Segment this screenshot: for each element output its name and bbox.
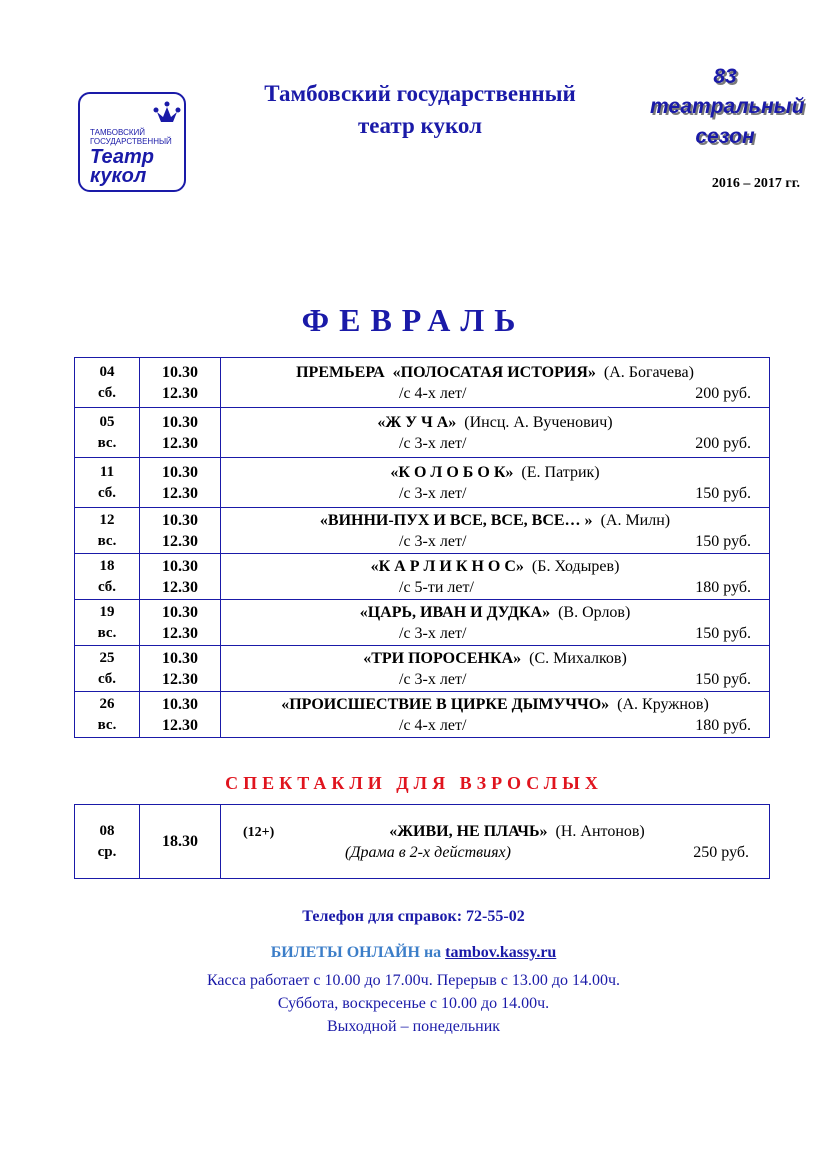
show-cell	[221, 646, 770, 692]
time-cell: 10.30 12.30	[140, 458, 221, 508]
show-title: «ЖИВИ, НЕ ПЛАЧЬ»	[389, 822, 548, 840]
show-cell	[221, 408, 770, 458]
age-limit: /с 3-х лет/	[399, 624, 467, 642]
show-price: 200 руб.	[695, 384, 751, 402]
age-limit: /с 5-ти лет/	[399, 578, 474, 596]
schedule-table	[74, 357, 770, 738]
show-title: «К А Р Л И К Н О С»	[370, 557, 524, 575]
table-row	[75, 508, 770, 554]
phone-info: Телефон для справок: 72-55-02	[302, 908, 525, 925]
table-row	[75, 554, 770, 600]
show-author: (С. Михалков)	[529, 649, 627, 667]
theatre-name: Тамбовский государственный театр кукол	[264, 81, 576, 138]
time-cell: 18.30	[140, 805, 221, 879]
premiere-label: ПРЕМЬЕРА	[296, 363, 385, 381]
show-cell	[221, 458, 770, 508]
table-row	[75, 458, 770, 508]
date-cell: 11 сб.	[75, 458, 140, 508]
show-title: «ВИННИ-ПУХ И ВСЕ, ВСЕ, ВСЕ… »	[319, 511, 593, 529]
show-author: (В. Орлов)	[558, 603, 631, 621]
show-price: 250 руб.	[693, 843, 749, 861]
show-cell	[221, 805, 770, 879]
table-row	[75, 600, 770, 646]
show-author: (А. Богачева)	[603, 363, 694, 381]
show-cell	[221, 692, 770, 738]
age-limit: /с 3-х лет/	[399, 434, 467, 452]
age-limit: /с 3-х лет/	[399, 484, 467, 502]
time-cell: 10.30 12.30	[140, 646, 221, 692]
show-author: (А. Милн)	[600, 511, 671, 529]
show-price: 180 руб.	[695, 716, 751, 734]
show-price: 150 руб.	[695, 532, 751, 550]
time-cell: 10.30 12.30	[140, 554, 221, 600]
online-link[interactable]: tambov.kassy.ru	[445, 944, 557, 961]
show-price: 180 руб.	[695, 578, 751, 596]
show-title: «ЦАРЬ, ИВАН И ДУДКА»	[359, 603, 551, 621]
show-price: 150 руб.	[695, 624, 751, 642]
time-cell: 10.30 12.30	[140, 692, 221, 738]
age-limit: /с 3-х лет/	[399, 670, 467, 688]
age-limit: /с 4-х лет/	[399, 716, 467, 734]
season-years: 2016 – 2017 гг.	[711, 176, 800, 191]
age-limit: /с 4-х лет/	[399, 384, 467, 402]
show-author: (Н. Антонов)	[555, 822, 645, 840]
time-cell: 10.30 12.30	[140, 408, 221, 458]
day-off: Выходной – понедельник	[326, 1018, 501, 1035]
box-office-hours: Касса работает с 10.00 до 17.00ч. Перерыв с 13.00 до 14.00ч.	[206, 972, 621, 989]
date-cell: 04 сб.	[75, 358, 140, 408]
date-cell: 19 вс.	[75, 600, 140, 646]
show-price: 150 руб.	[695, 670, 751, 688]
show-cell	[221, 554, 770, 600]
date-cell: 25 сб.	[75, 646, 140, 692]
date-cell: 08 ср.	[75, 805, 140, 879]
show-title: «ПОЛОСАТАЯ ИСТОРИЯ»	[392, 363, 596, 381]
online-tickets	[0, 944, 827, 962]
season-badge: 83 театральный сезон	[650, 65, 805, 148]
time-cell: 10.30 12.30	[140, 358, 221, 408]
online-label: БИЛЕТЫ ОНЛАЙН на	[270, 944, 442, 961]
logo-caption: ТАМБОВСКИЙ ГОСУДАРСТВЕННЫЙ	[90, 128, 172, 146]
show-title: «ТРИ ПОРОСЕНКА»	[363, 649, 522, 667]
show-title: «Ж У Ч А»	[377, 413, 457, 431]
table-row	[75, 646, 770, 692]
adult-shows-heading: СПЕКТАКЛИ ДЛЯ ВЗРОСЛЫХ	[225, 773, 603, 793]
table-row	[75, 408, 770, 458]
show-title: «К О Л О Б О К»	[390, 463, 514, 481]
time-cell: 10.30 12.30	[140, 508, 221, 554]
age-limit: /с 3-х лет/	[399, 532, 467, 550]
table-row	[75, 805, 770, 879]
show-cell	[221, 358, 770, 408]
show-author: (А. Кружнов)	[617, 695, 709, 713]
table-row	[75, 692, 770, 738]
show-price: 150 руб.	[695, 484, 751, 502]
show-price: 200 руб.	[695, 434, 751, 452]
show-cell	[221, 600, 770, 646]
show-author: (Б. Ходырев)	[531, 557, 620, 575]
show-title: «ПРОИСШЕСТВИЕ В ЦИРКЕ ДЫМУЧЧО»	[281, 695, 610, 713]
date-cell: 18 сб.	[75, 554, 140, 600]
time-cell: 10.30 12.30	[140, 600, 221, 646]
adult-schedule-table	[74, 804, 770, 879]
date-cell: 05 вс.	[75, 408, 140, 458]
show-author: (Инсц. А. Вученович)	[464, 413, 613, 431]
month-title: ФЕВРАЛЬ	[301, 302, 526, 338]
age-rating: (12+)	[243, 824, 275, 840]
show-cell	[221, 508, 770, 554]
weekend-hours: Суббота, воскресенье с 10.00 до 14.00ч.	[277, 995, 550, 1012]
date-cell: 12 вс.	[75, 508, 140, 554]
logo-wordmark: Театр кукол	[90, 146, 154, 187]
show-author: (Е. Патрик)	[521, 463, 600, 481]
date-cell: 26 вс.	[75, 692, 140, 738]
crown-icon	[152, 100, 182, 128]
show-genre: (Драма в 2-х действиях)	[345, 843, 511, 861]
table-row	[75, 358, 770, 408]
